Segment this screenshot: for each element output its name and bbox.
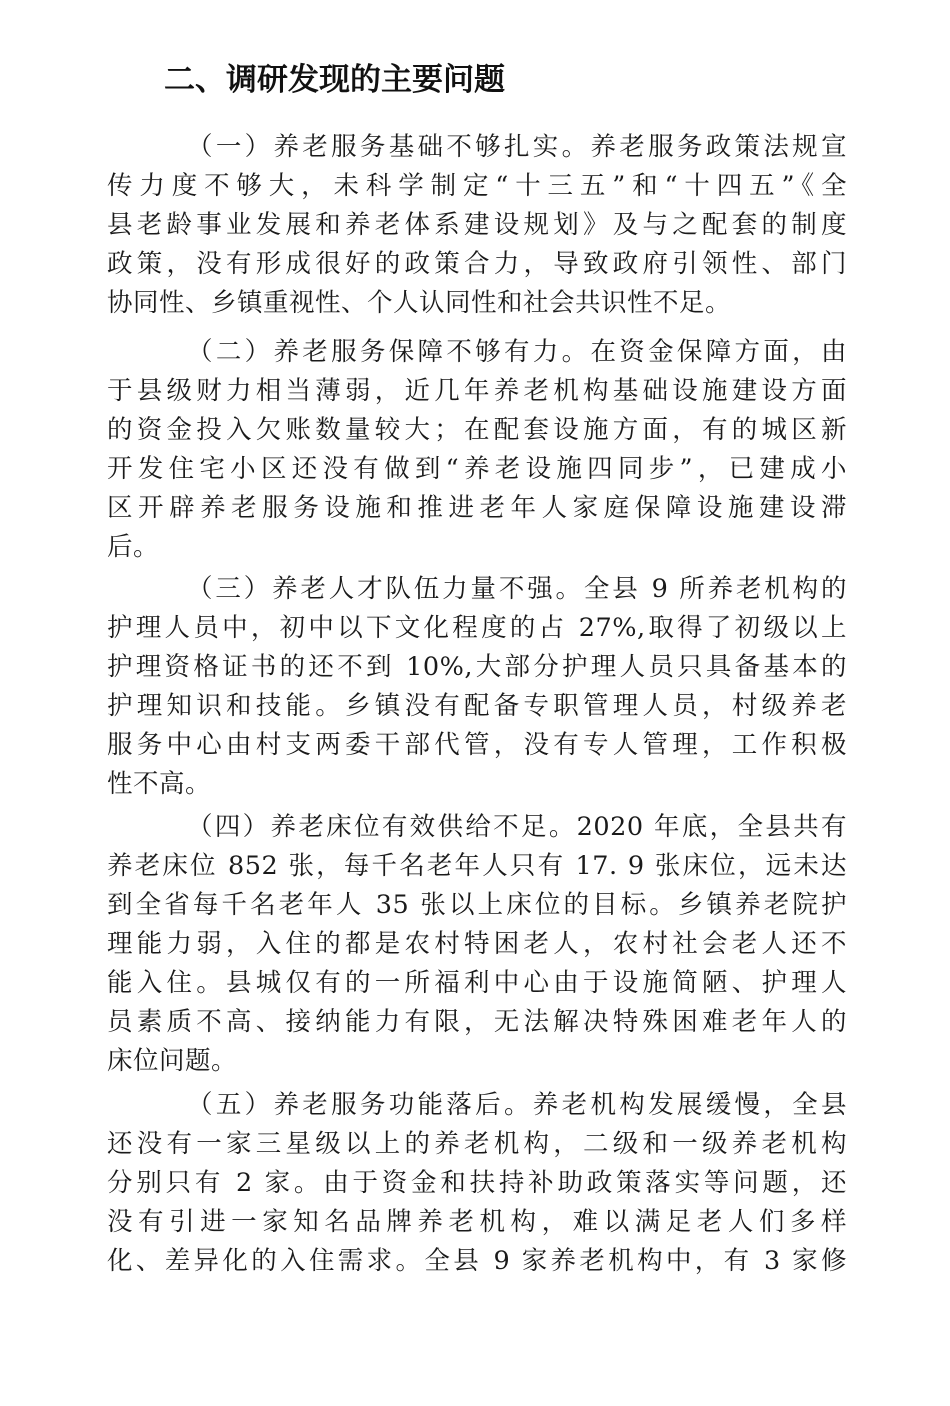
paragraph-line: 的资金投入欠账数量较大；在配套设施方面，有的城区新 [107,415,847,445]
paragraph-line: 传力度不够大，未科学制定“十三五”和“十四五”《全 [107,171,847,201]
paragraph-line: 县老龄事业发展和养老体系建设规划》及与之配套的制度 [107,210,847,240]
paragraph-line: （五）养老服务功能落后。养老机构发展缓慢，全县 [187,1090,847,1120]
paragraph-line: （一）养老服务基础不够扎实。养老服务政策法规宣 [187,132,847,162]
paragraph-line: 协同性、乡镇重视性、个人认同性和社会共识性不足。 [107,288,732,318]
paragraph-line: 开发住宅小区还没有做到“养老设施四同步”，已建成小 [107,454,847,484]
paragraph-1 [107,128,847,323]
paragraph-2 [107,333,847,567]
section-heading: 二、调研发现的主要问题 [164,62,505,98]
paragraph-line: 到全省每千名老年人 35 张以上床位的目标。乡镇养老院护 [107,890,847,920]
paragraph-line: 护理资格证书的还不到 10%,大部分护理人员只具备基本的 [107,652,847,682]
paragraph-line: 后。 [107,532,160,562]
paragraph-line: 护理人员中，初中以下文化程度的占 27%,取得了初级以上 [107,613,847,643]
paragraph-line: 化、差异化的入住需求。全县 9 家养老机构中，有 3 家修 [107,1246,847,1276]
paragraph-line: 员素质不高、接纳能力有限，无法解决特殊困难老年人的 [107,1007,847,1037]
paragraph-line: 床位问题。 [107,1046,238,1076]
paragraph-line: 养老床位 852 张，每千名老年人只有 17. 9 张床位，远未达 [107,851,847,881]
paragraph-line: （三）养老人才队伍力量不强。全县 9 所养老机构的 [187,574,847,604]
paragraph-4 [107,808,847,1081]
paragraph-line: 理能力弱，入住的都是农村特困老人，农村社会老人还不 [107,929,847,959]
paragraph-line: 还没有一家三星级以上的养老机构，二级和一级养老机构 [107,1129,847,1159]
paragraph-line: 政策，没有形成很好的政策合力，导致政府引领性、部门 [107,249,847,279]
paragraph-line: 性不高。 [107,769,212,799]
paragraph-line: （四）养老床位有效供给不足。2020 年底，全县共有 [187,812,847,842]
paragraph-line: （二）养老服务保障不够有力。在资金保障方面，由 [187,337,847,367]
paragraph-line: 能入住。县城仅有的一所福利中心由于设施简陋、护理人 [107,968,847,998]
paragraph-line: 区开辟养老服务设施和推进老年人家庭保障设施建设滞 [107,493,847,523]
paragraph-3 [107,570,847,804]
paragraph-line: 没有引进一家知名品牌养老机构，难以满足老人们多样 [107,1207,847,1237]
paragraph-line: 护理知识和技能。乡镇没有配备专职管理人员，村级养老 [107,691,847,721]
paragraph-line: 分别只有 2 家。由于资金和扶持补助政策落实等问题，还 [107,1168,847,1198]
paragraph-line: 服务中心由村支两委干部代管，没有专人管理，工作积极 [107,730,847,760]
paragraph-5 [107,1086,847,1281]
paragraph-line: 于县级财力相当薄弱，近几年养老机构基础设施建设方面 [107,376,847,406]
